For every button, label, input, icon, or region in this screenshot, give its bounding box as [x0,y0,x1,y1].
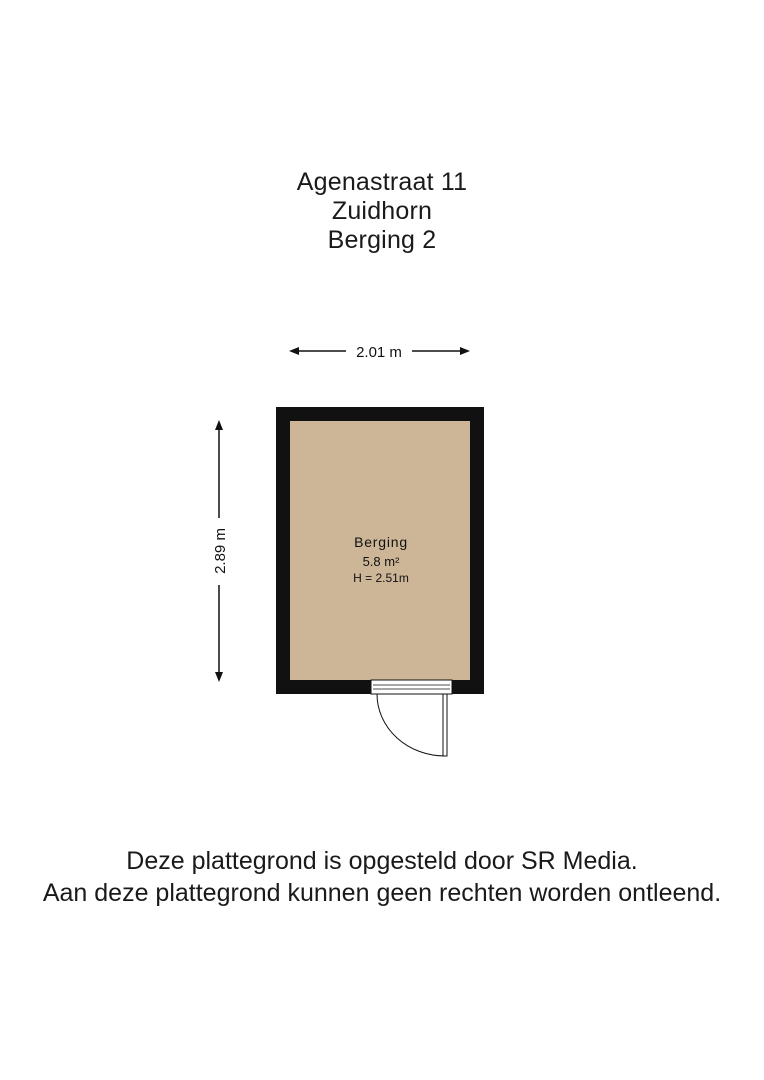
door-frame [371,680,452,694]
door-leaf [443,694,447,756]
wall-bottom-right [452,680,484,694]
door [377,694,447,756]
wall-bottom-left [276,680,371,694]
width-arrow-right [460,347,470,355]
room-area: 5.8 m² [362,554,400,569]
door-opening [371,680,452,694]
city-line: Zuidhorn [331,197,433,225]
wall-right [470,407,484,694]
address-line: Agenastraat 11 [296,168,468,196]
height-dimension [212,420,229,682]
height-dimension-label: 2.89 m [212,528,229,574]
disclaimer-line-1: Deze plattegrond is opgesteld door SR Media. [126,847,638,875]
width-dimension-label: 2.01 m [356,344,402,361]
wall-top [276,407,484,421]
height-arrow-bottom [215,672,223,682]
wall-left [276,407,290,694]
width-dimension [289,344,470,361]
disclaimer-line-2: Aan deze plattegrond kunnen geen rechten worden ontleend. [42,879,722,907]
room-height: H = 2.51m [353,571,409,585]
room-name: Berging [354,534,408,550]
width-arrow-left [289,347,299,355]
door-swing-arc [377,694,445,756]
room-floor [290,421,470,680]
disclaimer [0,845,764,909]
height-arrow-top [215,420,223,430]
unit-line: Berging 2 [327,226,437,254]
